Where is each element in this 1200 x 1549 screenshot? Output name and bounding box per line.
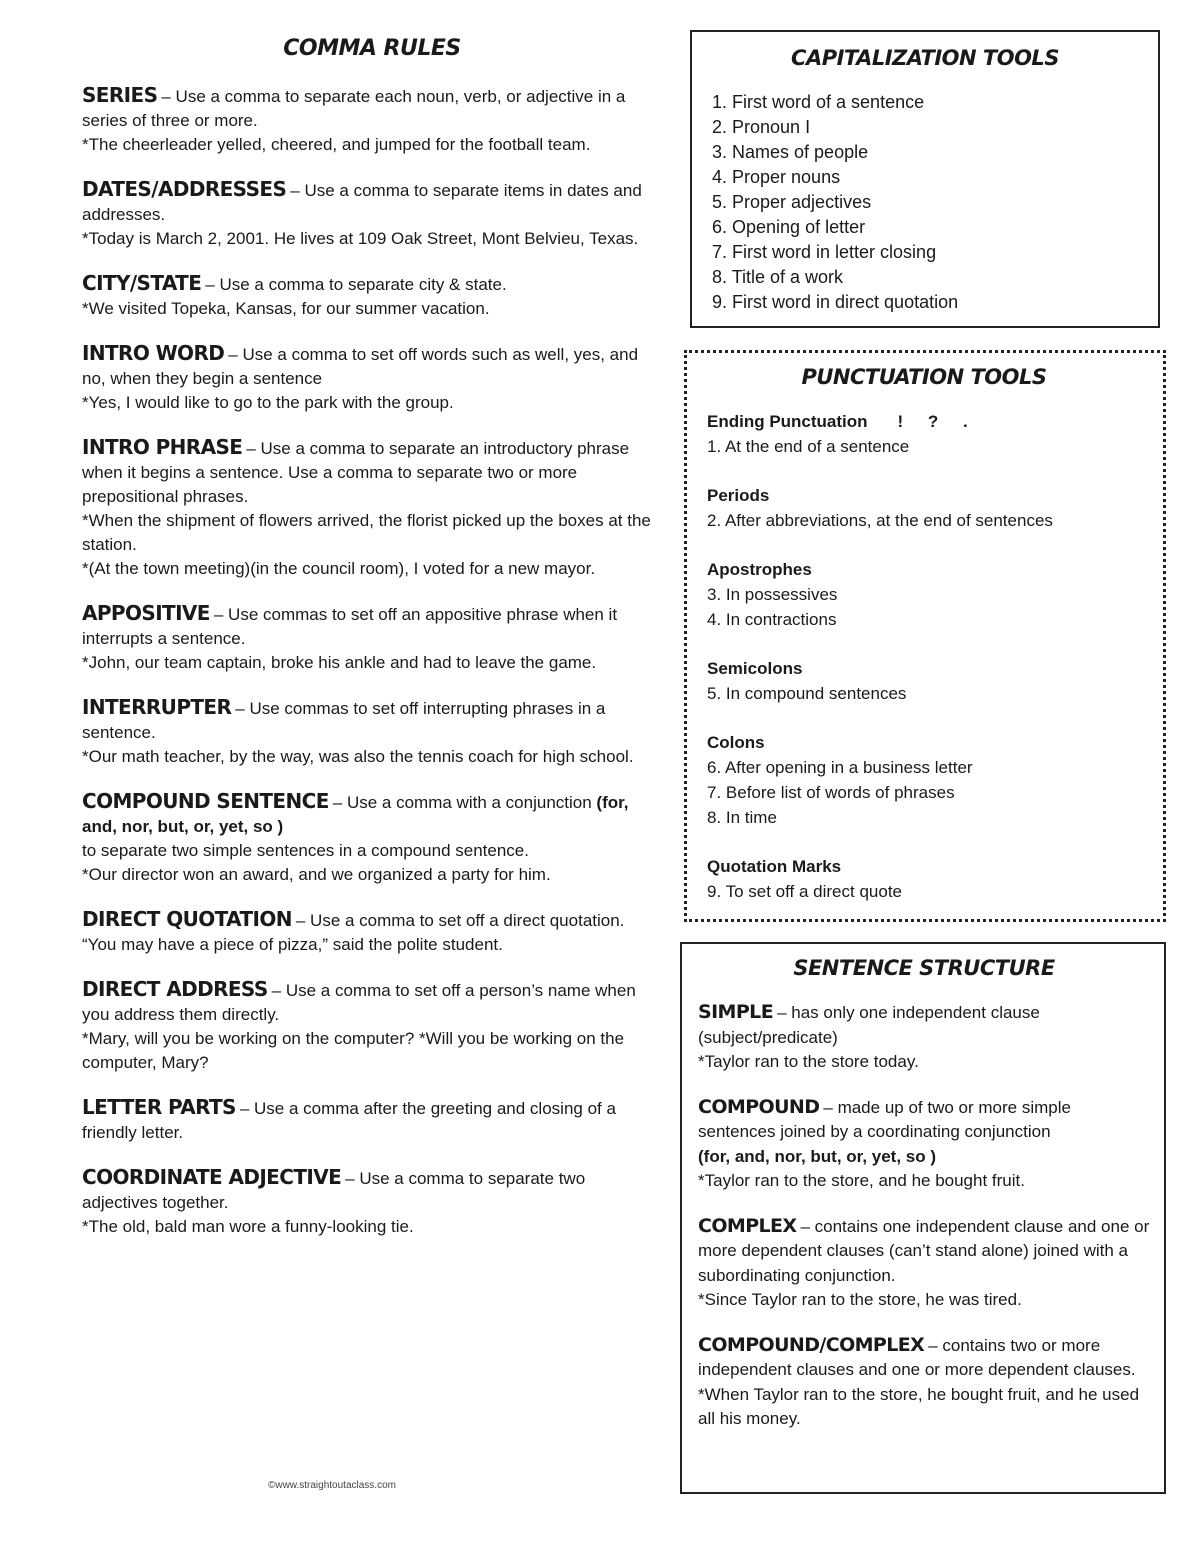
sentence-type-example: *Since Taylor ran to the store, he was tired.: [698, 1290, 1022, 1309]
punctuation-heading-text: Periods: [707, 486, 770, 505]
punctuation-list: [707, 409, 1141, 904]
rule-tag: SERIES: [82, 83, 158, 107]
capitalization-title: CAPITALIZATION TOOLS: [791, 46, 1059, 70]
sentence-type-example: *When Taylor ran to the store, he bought fruit, and he used all his money.: [698, 1384, 1140, 1428]
rule-tag: DATES/ADDRESSES: [82, 177, 287, 201]
rule-example: *Our math teacher, by the way, was also the tennis coach for high school.: [82, 747, 634, 766]
rule-description: – Use a comma to set off words such as well, yes, and no, when they begin a sentence: [82, 345, 639, 388]
rule-example: *We visited Topeka, Kansas, for our summer vacation.: [82, 299, 490, 318]
punctuation-heading: [707, 730, 1141, 755]
rule-example: to separate two simple sentences in a compound sentence.: [82, 841, 529, 860]
sentence-type-conjunctions: (for, and, nor, but, or, yet, so ): [698, 1146, 937, 1166]
punctuation-box: [684, 350, 1166, 922]
sentence-type-definition: [698, 1095, 1150, 1145]
rule-tag: INTERRUPTER: [82, 695, 232, 719]
punctuation-group: [707, 483, 1141, 533]
punctuation-item: 8. In time: [707, 808, 777, 827]
comma-rule: [82, 601, 662, 675]
comma-rule: [82, 977, 662, 1075]
punctuation-group: [707, 854, 1141, 904]
capitalization-item: 7. First word in letter closing: [712, 242, 937, 262]
comma-rules-list: [82, 83, 662, 1239]
comma-rule: [82, 695, 662, 769]
comma-rule: [82, 271, 662, 321]
sentence-structure-title: SENTENCE STRUCTURE: [793, 956, 1055, 980]
punctuation-heading: [707, 854, 1141, 879]
punctuation-item: 5. In compound sentences: [707, 684, 907, 703]
rule-definition: [82, 977, 662, 1027]
rule-description: – Use a comma to set off a direct quotation.: [295, 911, 625, 930]
capitalization-list: [712, 90, 1138, 315]
sentence-type-definition: [698, 1333, 1150, 1383]
comma-rule: [82, 341, 662, 415]
sentence-type-tag: SIMPLE: [698, 1001, 774, 1023]
sentence-type: [698, 1214, 1150, 1313]
punctuation-item: 3. In possessives: [707, 585, 838, 604]
comma-rule: [82, 177, 662, 251]
punctuation-group: [707, 557, 1141, 632]
rule-tag: DIRECT QUOTATION: [82, 907, 292, 931]
punctuation-heading: [707, 557, 1141, 582]
capitalization-item: 6. Opening of letter: [712, 217, 866, 237]
capitalization-box: [690, 30, 1160, 328]
punctuation-group: [707, 730, 1141, 830]
punctuation-heading-text: Colons: [707, 733, 765, 752]
punctuation-item: 1. At the end of a sentence: [707, 437, 910, 456]
sentence-type-description: – has only one independent clause (subject/predicate): [698, 1003, 1040, 1047]
sentence-type-definition: [698, 1000, 1150, 1050]
rule-example: *Yes, I would like to go to the park with the group.: [82, 393, 454, 412]
sentence-type: [698, 1000, 1150, 1075]
punctuation-heading-text: Semicolons: [707, 659, 803, 678]
rule-description: – Use a comma after the greeting and closing of a friendly letter.: [82, 1099, 616, 1142]
rule-tag: COMPOUND SENTENCE: [82, 789, 329, 813]
rule-tag: LETTER PARTS: [82, 1095, 236, 1119]
sentence-type-tag: COMPOUND/COMPLEX: [698, 1333, 925, 1356]
capitalization-item: 8. Title of a work: [712, 267, 844, 287]
rule-example: *The cheerleader yelled, cheered, and jumped for the football team.: [82, 135, 591, 154]
rule-example: *(At the town meeting)(in the council room), I voted for a new mayor.: [82, 559, 596, 578]
rule-description: – Use a comma to separate each noun, verb, or adjective in a series of three or more.: [82, 87, 626, 130]
punctuation-item: 6. After opening in a business letter: [707, 758, 973, 777]
sentence-type-example: *Taylor ran to the store today.: [698, 1052, 919, 1071]
comma-rules-title: COMMA RULES: [283, 36, 461, 61]
rule-definition: [82, 177, 662, 227]
rule-example: “You may have a piece of pizza,” said the polite student.: [82, 935, 503, 954]
rule-definition: [82, 789, 662, 839]
rule-definition: [82, 341, 662, 391]
capitalization-item: 4. Proper nouns: [712, 167, 841, 187]
capitalization-item: 2. Pronoun I: [712, 117, 811, 137]
capitalization-item: 5. Proper adjectives: [712, 192, 872, 212]
rule-description: – Use a comma to separate an introductory phrase when it begins a sentence. Use a comma to separate two or more prepositional phrases.: [82, 439, 630, 506]
comma-rule: [82, 1095, 662, 1145]
rule-example: *The old, bald man wore a funny-looking tie.: [82, 1217, 414, 1236]
rule-definition: [82, 695, 662, 745]
sentence-structure-box: [680, 942, 1166, 1494]
sentence-type-tag: COMPLEX: [698, 1214, 797, 1237]
sentence-type-tag: COMPOUND: [698, 1095, 820, 1118]
punctuation-heading: [707, 483, 1141, 508]
comma-rule: [82, 789, 662, 887]
sentence-type-description: – contains one independent clause and one or more dependent clauses (can’t stand alone) joined with a subordinating conjunction.: [698, 1216, 1150, 1285]
rule-conjunctions: (for, and, nor, but, or, yet, so ): [82, 793, 629, 836]
rule-example: *Mary, will you be working on the computer? *Will you be working on the computer, Mary?: [82, 1029, 625, 1072]
comma-rule: [82, 907, 662, 957]
rule-description: – Use a comma to set off a person’s name when you address them directly.: [82, 981, 636, 1024]
comma-rule: [82, 1165, 662, 1239]
rule-definition: [82, 907, 662, 933]
rule-description: – Use a comma to separate two adjectives together.: [82, 1169, 586, 1212]
rule-definition: [82, 271, 662, 297]
sentence-type-definition: [698, 1214, 1150, 1289]
punctuation-heading-text: Ending Punctuation: [707, 412, 868, 431]
punctuation-title: PUNCTUATION TOOLS: [801, 365, 1047, 389]
rule-definition: [82, 435, 662, 509]
rule-tag: INTRO WORD: [82, 341, 225, 365]
rule-tag: COORDINATE ADJECTIVE: [82, 1165, 342, 1189]
rule-example: *Today is March 2, 2001. He lives at 109 Oak Street, Mont Belvieu, Texas.: [82, 229, 639, 248]
rule-description: – Use commas to set off an appositive phrase when it interrupts a sentence.: [82, 605, 618, 648]
punctuation-item: 4. In contractions: [707, 610, 837, 629]
capitalization-item: 9. First word in direct quotation: [712, 292, 959, 312]
comma-rules-section: [82, 30, 662, 1259]
sentence-type-example: *Taylor ran to the store, and he bought fruit.: [698, 1171, 1025, 1190]
rule-tag: DIRECT ADDRESS: [82, 977, 268, 1001]
rule-definition: [82, 601, 662, 651]
rule-tag: APPOSITIVE: [82, 601, 210, 625]
capitalization-item: 3. Names of people: [712, 142, 869, 162]
capitalization-item: 1. First word of a sentence: [712, 92, 925, 112]
punctuation-item: 9. To set off a direct quote: [707, 882, 903, 901]
sentence-type: [698, 1333, 1150, 1432]
rule-example: *John, our team captain, broke his ankle and had to leave the game.: [82, 653, 597, 672]
rule-description: – Use commas to set off interrupting phrases in a sentence.: [82, 699, 606, 742]
rule-description: – Use a comma to separate city & state.: [205, 275, 507, 294]
rule-definition: [82, 1165, 662, 1215]
sentence-type: [698, 1095, 1150, 1194]
copyright-footer: ©www.straightoutaclass.com: [268, 1480, 396, 1491]
sentence-structure-list: [698, 1000, 1150, 1432]
punctuation-heading-text: Quotation Marks: [707, 857, 842, 876]
punctuation-heading: [707, 409, 1141, 434]
punctuation-heading: [707, 656, 1141, 681]
rule-example: *When the shipment of flowers arrived, the florist picked up the boxes at the station.: [82, 511, 651, 554]
punctuation-group: [707, 409, 1141, 459]
punctuation-group: [707, 656, 1141, 706]
sentence-type-description: – contains two or more independent clauses and one or more dependent clauses.: [698, 1335, 1136, 1379]
comma-rule: [82, 435, 662, 581]
ending-marks: ! ? .: [897, 412, 978, 431]
rule-definition: [82, 1095, 662, 1145]
rule-description: – Use a comma to separate items in dates and addresses.: [82, 181, 642, 224]
punctuation-item: 2. After abbreviations, at the end of sentences: [707, 511, 1053, 530]
rule-tag: INTRO PHRASE: [82, 435, 243, 459]
rule-definition: [82, 83, 662, 133]
punctuation-heading-text: Apostrophes: [707, 560, 812, 579]
rule-tag: CITY/STATE: [82, 271, 202, 295]
rule-example: *Our director won an award, and we organized a party for him.: [82, 865, 551, 884]
sentence-type-description: – made up of two or more simple sentences joined by a coordinating conjunction: [698, 1097, 1071, 1141]
comma-rule: [82, 83, 662, 157]
rule-description: – Use a comma with a conjunction: [332, 793, 592, 812]
punctuation-item: 7. Before list of words of phrases: [707, 783, 955, 802]
